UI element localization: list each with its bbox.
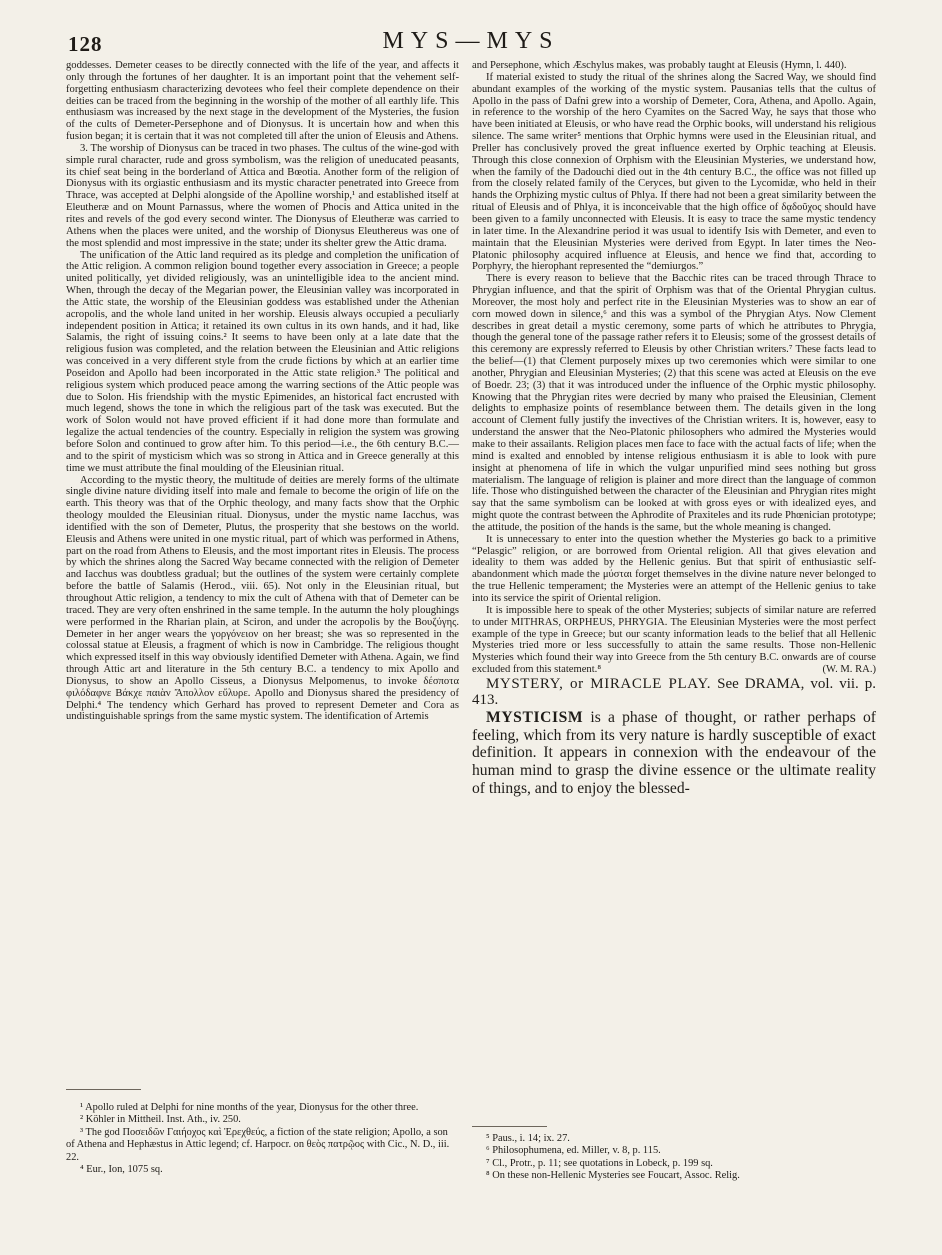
paragraph: and Persephone, which Æschylus makes, was probably taught at Eleusis (Hymn, l. 440). — [472, 60, 847, 71]
paragraph: 3. The worship of Dionysus can be traced in two phases. The cultus of the wine-god with simple rural character, rude and gross symbolism, was the religion of uneducated peasants, its chief seat being in the borderland of Attica and Bœotia. Another form of the religion of Dionysus with its orgiastic enthusiasm and its mystic character penetrated into Greece from Thrace, was accepted at Delphi alongside of the Apolline worship,¹ and established itself at Eleutheræ and on Mount Parnassus, where the women of Phocis and Attica united in the rites and revels of the god every second winter. The Dionysus of Eleutheræ was carried to Athens when the places were united, and the worship of Dionysus Eleuthereus was one of the most splendid and most impressive in the state; under its shelter grew the Attic drama. — [66, 142, 459, 249]
running-head: MYS—MYS — [382, 28, 560, 54]
paragraph: It is unnecessary to enter into the question whether the Mysteries go back to a primitive “Pelasgic” religion, or are borrowed from Oriental religion. All that gives elevation and ideality to them was added by the Hellenic genius. But that spirit of enthusiastic self-abandonment which made the μύσται forget themselves in the divine nature never belonged to the true Hellenic temperament; the Mysteries were an attempt of the Hellenic genius to take into its service the spirit of Oriental religion. — [472, 533, 876, 604]
footnote: ³ The god Ποσειδῶν Γαιήοχος καὶ Ἐρεχθεύς, a fiction of the state religion; Apollo, a son of Athena and Hephæstus in Attic legend; cf. Harpocr. on θεὸς πατρῷος with Cic., N. D., iii. 22. — [66, 1126, 450, 1163]
paragraph: The unification of the Attic land required as its pledge and completion the unification of the Attic religion. A common religion bound together every association in Greece; a people united politically, yet divided religiously, was an unintelligible idea to the ancient mind. When, through the decay of the Megarian power, the Eleusinian valley was incorporated in the Attic state, the worship of the Eleusinian goddess was established under the Athenian acropolis, and the whole land united in her worship. Eleusis always occupied a peculiarly independent position in Attica; it retained its own cultus in its own hands, and it had, like Salamis, the right of issuing coins.² It seems to have been only at a late date that the religious fusion was completed, and the relation between the Eleusinian and Attic religions was conceived in a very different style from the crude fictions by which at an earlier time Poseidon and Apollo had been incorporated in the Attic state religion.³ The political and religious system which produced peace among the warring sections of the Attic people was due to Solon. His friendship with the mystic Epimenides, an historical fact encrusted with much legend, shows the tone in which the religious part of the task was executed. But the work of Solon would not have proved efficient if it had done more than formulate and legalize the actual tendencies of the country. Especially in religion the system was growing before Solon and continued to grow after him. To this period—i.e., the 6th century B.C.—and to the spirit of mysticism which was so strong in Attica and in Greece generally at this time we must attribute the final moulding of the Eleusinian ritual. — [66, 249, 459, 474]
paragraph-with-signature — [472, 605, 876, 676]
paragraph: There is every reason to believe that the Bacchic rites can be traced through Thrace to Phrygian influence, and that the spirit of Orphism was that of the Oriental Phrygian cultus. Moreover, the most holy and perfect rite in the Eleusinian Mysteries was to show an ear of corn mowed down in silence,⁶ and this was a symbol of the Phrygian Atys. Now Clement describes in great detail a mystic ceremony, some parts of which he attributes to Phrygia, though the general tone of the passage rather refers it to Eleusis; some of the grossest details of this ceremony are expressly referred to Eleusis by other Christian writers.⁷ These facts lead to the belief—(1) that Clement purposely mixes up two ceremonies which were similar to one another, Phrygian and Eleusinian Mysteries; (2) that this scene was acted at Eleusis on the eve of Boedr. 23; (3) that it was introduced under the influence of the Orphic mystic philosophy. Knowing that the Phrygian rites were decried by many who praised the Eleusinian, Clement delights to emphasize points of resemblance between them. The details given in the long account of Clement fully justify the invectives of the Christian writers. It is, however, easy to understand the answer that the Neo-Platonic philosophers who admired the Mysteries would make to their assailants. Religion places men face to face with the actual facts of life; when the mind is exalted and ennobled by intense religious enthusiasm it is able to look with pure insight at phenomena of life in which the vulgar unpurified mind sees nothing but gross materialism. The language of religion is plainer and more direct than the language of common life. Those who distinguished between the character of the Eleusinian and Phrygian rites might say that the same symbolism can be looked at with gross eyes or with idealized eyes, and might quote the contrast between the Aphrodite of Praxiteles and its rude Phœnician prototype; the attitude, the position of the hands is the same, but the whole meaning is changed. — [472, 273, 876, 533]
paragraph: goddesses. Demeter ceases to be directly connected with the life of the year, and affects it only through the fortunes of her daughter. It is an important point that the vehement self-forgetting enthusiasm characterizing devotees who feel their complete dependence on their deities can be traced from the beginning in the worship of the mother of all earthly life. This enthusiasm was increased by the next stage in the development of the Mysteries, the fusion of the cults of Demeter-Persephone and of Dionysus. It is uncertain how and when this fusion began; it is certain that it was not completed till after the union of Eleusis and Athens. — [66, 60, 459, 143]
author-signature: (W. M. RA.) — [822, 664, 876, 676]
entry-headword: MYSTICISM — [486, 708, 584, 726]
footnote-divider — [472, 1126, 547, 1127]
page-header — [66, 22, 876, 58]
entry-mysticism — [472, 709, 876, 798]
footnote-divider — [66, 1089, 141, 1090]
paragraph: If material existed to study the ritual of the shrines along the Sacred Way, we should find abundant examples of the working of the mystic system. Pausanias tells that the cultus of Apollo in the pass of Dafni grew into a worship of Demeter, Cora, Athena, and Apollo. Again, in reference to the worship of the hero Cyamites on the Sacred Way, he says that those who have been initiated at Eleusis, or who have read the Orphic books, will understand his religious silence. The same writer⁵ mentions that Orphic hymns were used in the Eleusinian ritual, and Preller has conclusively proved the great influence exerted by Orphic teaching at Eleusis. Through this close connexion of Orphism with the Eleusinian Mysteries, we understand how, when the family of the Dadouchi died out in the 4th century B.C., the office was not filled up from the closely related family of the Ceryces, but given to the Lycomidæ, who held in their hands the Orphizing mystic cultus of Phlya. If there had not been a great similarity between the ritual of Eleusis and of Phlya, it is inconceivable that the high office of δᾳδοῦχος should have been given to a family unconnected with Eleusis. It is easy to trace the same mystic tendency in later time. In the Alexandrine period it was usual to identify Isis with Demeter, and even to maintain that the Eleusinian Mysteries were derived from Egypt. In later times the Neo-Platonic philosophy acquired influence at Eleusis, and hence we find that, according to Porphyry, the hierophant represented the “demiurgos.” — [472, 71, 876, 273]
footnote: ⁴ Eur., Ion, 1075 sq. — [80, 1164, 163, 1176]
right-column — [472, 60, 876, 798]
footnote: ² Köhler in Mittheil. Inst. Ath., iv. 250. — [80, 1114, 241, 1126]
footnotes-left — [66, 1102, 459, 1176]
footnote: ⁵ Paus., i. 14; ix. 27. — [486, 1133, 570, 1144]
entry-mystery — [472, 676, 876, 709]
entry-headword: MYSTERY, or MIRACLE PLAY. — [486, 675, 712, 692]
entry-text: See DRAMA, vol. vii. p. 413. — [472, 675, 876, 709]
footnotes-right — [472, 1133, 876, 1183]
paragraph: According to the mystic theory, the multitude of deities are merely forms of the ultimate single divine nature dividing itself into male and female to become the origin of life on the earth. This theory was that of the Orphic theology, and many facts show that the Orphic theology moulded the Eleusinian ritual. Dionysus, under the mystic name Iacchus, was identified with the son of Demeter, Plutus, the prosperity that she bestows on the world. Eleusis and Athens were united in one mystic ritual, part of which was performed in Athens, part on the road from Athens to Eleusis, and the most important rites in Eleusis. The process by which the shrines along the Sacred Way became connected with the religion of Demeter and Iacchus was doubtless gradual; but the outlines of the system were certainly complete before the battle of Salamis (Herod., viii. 65). Not only in the Eleusinian ritual, but throughout Attic religion, a tendency to mix the cult of Athena with that of Demeter can be traced. They are very often enshrined in the same temple. In the autumn the holy ploughings were performed in the Rharian plain, at Sciron, and under the acropolis by the Βουζύγης. Demeter in her anger wears the γοργόνειον on her breast; she was so represented in the colossal statue at Eleusis, a fragment of which is now in Cambridge. The religious thought which expressed itself in this way obviously identified Demeter with Athena. Again, we find through Attic art and literature in the 5th century B.C. a tendency to mix Apollo and Dionysus, to show an Apollo Cisseus, a Dionysus Melpomenus, to invoke δέσποτα φιλόδαφνε Βάκχε παιὰν Ἄπολλον εὔλυρε. Apollo and Dionysus shared the presidency of Delphi.⁴ The tendency which Gerhard has proved to represent Demeter and Cora as undistinguishable springs from the same mystic system. The identification of Artemis — [66, 474, 459, 723]
paragraph: It is impossible here to speak of the other Mysteries; subjects of similar nature are referred to under MITHRAS, ORPHEUS, PHRYGIA. The Eleusinian Mysteries were the most perfect example of the type in Greece; but our scanty information leads to the belief that all Hellenic Mysteries tried more or less successfully to attain the same results. Those non-Hellenic Mysteries which found their way into Greece from the 5th century B.C. onwards are of course excluded from this statement.⁸ — [472, 604, 876, 676]
left-column — [66, 60, 459, 723]
footnote: ⁶ Philosophumena, ed. Miller, v. 8, p. 115. — [486, 1145, 661, 1157]
page-number: 128 — [68, 32, 103, 56]
entry-text: is a phase of thought, or rather perhaps of feeling, which from its very nature is hardly susceptible of exact definition. It appears in connexion with the endeavour of the human mind to grasp the divine essence or the ultimate reality of things, and to enjoy the blessed- — [472, 708, 876, 798]
footnote: ¹ Apollo ruled at Delphi for nine months of the year, Dionysus for the other three. — [80, 1102, 419, 1113]
footnote: ⁷ Cl., Protr., p. 11; see quotations in Lobeck, p. 199 sq. — [486, 1157, 713, 1169]
footnote: ⁸ On these non-Hellenic Mysteries see Foucart, Assoc. Relig. — [486, 1170, 740, 1182]
